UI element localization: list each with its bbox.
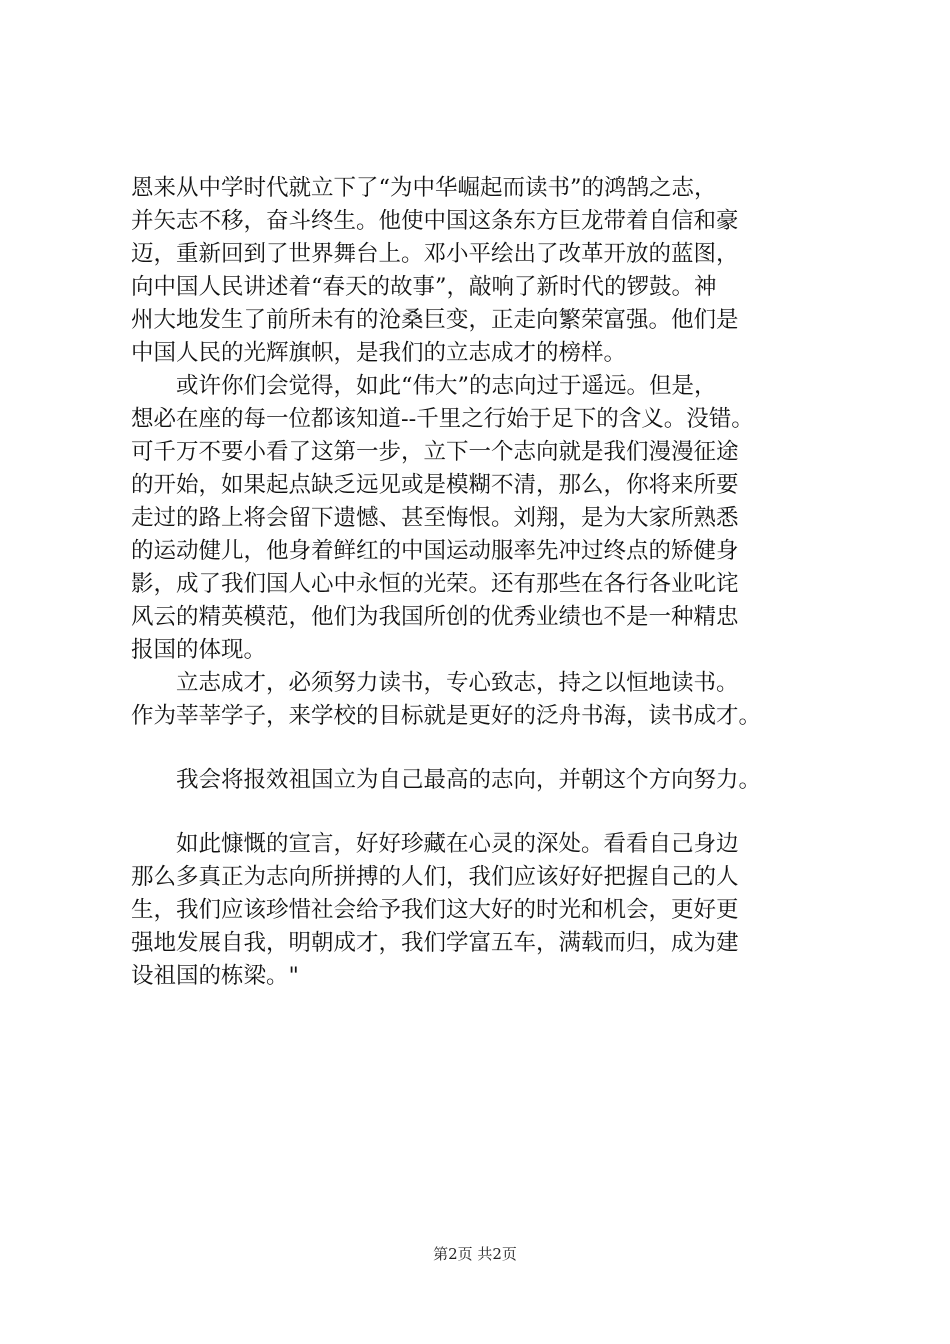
text-line: 影，成了我们国人心中永恒的光荣。还有那些在各行各业叱诧: [131, 571, 739, 597]
text-line: 生，我们应该珍惜社会给予我们这大好的时光和机会，更好更: [131, 897, 739, 923]
text-line: 立志成才，必须努力读书，专心致志，持之以恒地读书。: [131, 670, 739, 696]
text-line: 那么多真正为志向所拼搏的人们，我们应该好好把握自己的人: [131, 864, 739, 890]
paragraph-gap: [131, 733, 861, 764]
text-line: 恩来从中学时代就立下了“为中华崛起而读书”的鸿鹄之志，: [131, 175, 717, 201]
page-footer: 第2页 共2页: [433, 1245, 517, 1263]
text-line: 风云的精英模范，他们为我国所创的优秀业绩也不是一种精忠: [131, 604, 739, 630]
text-line: 向中国人民讲述着“春天的故事”，敲响了新时代的锣鼓。神: [131, 274, 717, 300]
text-line: 迈，重新回到了世界舞台上。邓小平绘出了改革开放的蓝图，: [131, 241, 739, 267]
text-line: 设祖国的栋梁。": [131, 963, 299, 989]
document-body: [131, 172, 861, 993]
text-line: 可千万不要小看了这第一步，立下一个志向就是我们漫漫征途: [131, 439, 739, 465]
text-line: 或许你们会觉得，如此“伟大”的志向过于遥远。但是，: [131, 373, 717, 399]
text-line: 走过的路上将会留下遗憾、甚至悔恨。刘翔，是为大家所熟悉: [131, 505, 739, 531]
text-line: 的运动健儿，他身着鲜红的中国运动服率先冲过终点的矫健身: [131, 538, 739, 564]
text-line: 强地发展自我，明朝成才，我们学富五车，满载而归，成为建: [131, 930, 739, 956]
text-line: 我会将报效祖国立为自己最高的志向，并朝这个方向努力。: [131, 767, 762, 793]
paragraph-gap: [131, 797, 861, 828]
text-line: 作为莘莘学子，来学校的目标就是更好的泛舟书海，读书成才。: [131, 703, 762, 729]
text-line: 报国的体现。: [131, 637, 267, 663]
text-line: 的开始，如果起点缺乏远见或是模糊不清，那么，你将来所要: [131, 472, 739, 498]
text-line: 并矢志不移，奋斗终生。他使中国这条东方巨龙带着自信和豪: [131, 208, 739, 234]
text-line: 如此慷慨的宣言，好好珍藏在心灵的深处。看看自己身边: [131, 831, 739, 857]
text-line: 中国人民的光辉旗帜，是我们的立志成才的榜样。: [131, 340, 627, 366]
text-line: 州大地发生了前所未有的沧桑巨变，正走向繁荣富强。他们是: [131, 307, 739, 333]
text-line: 想必在座的每一位都该知道--千里之行始于足下的含义。没错。: [131, 406, 754, 432]
